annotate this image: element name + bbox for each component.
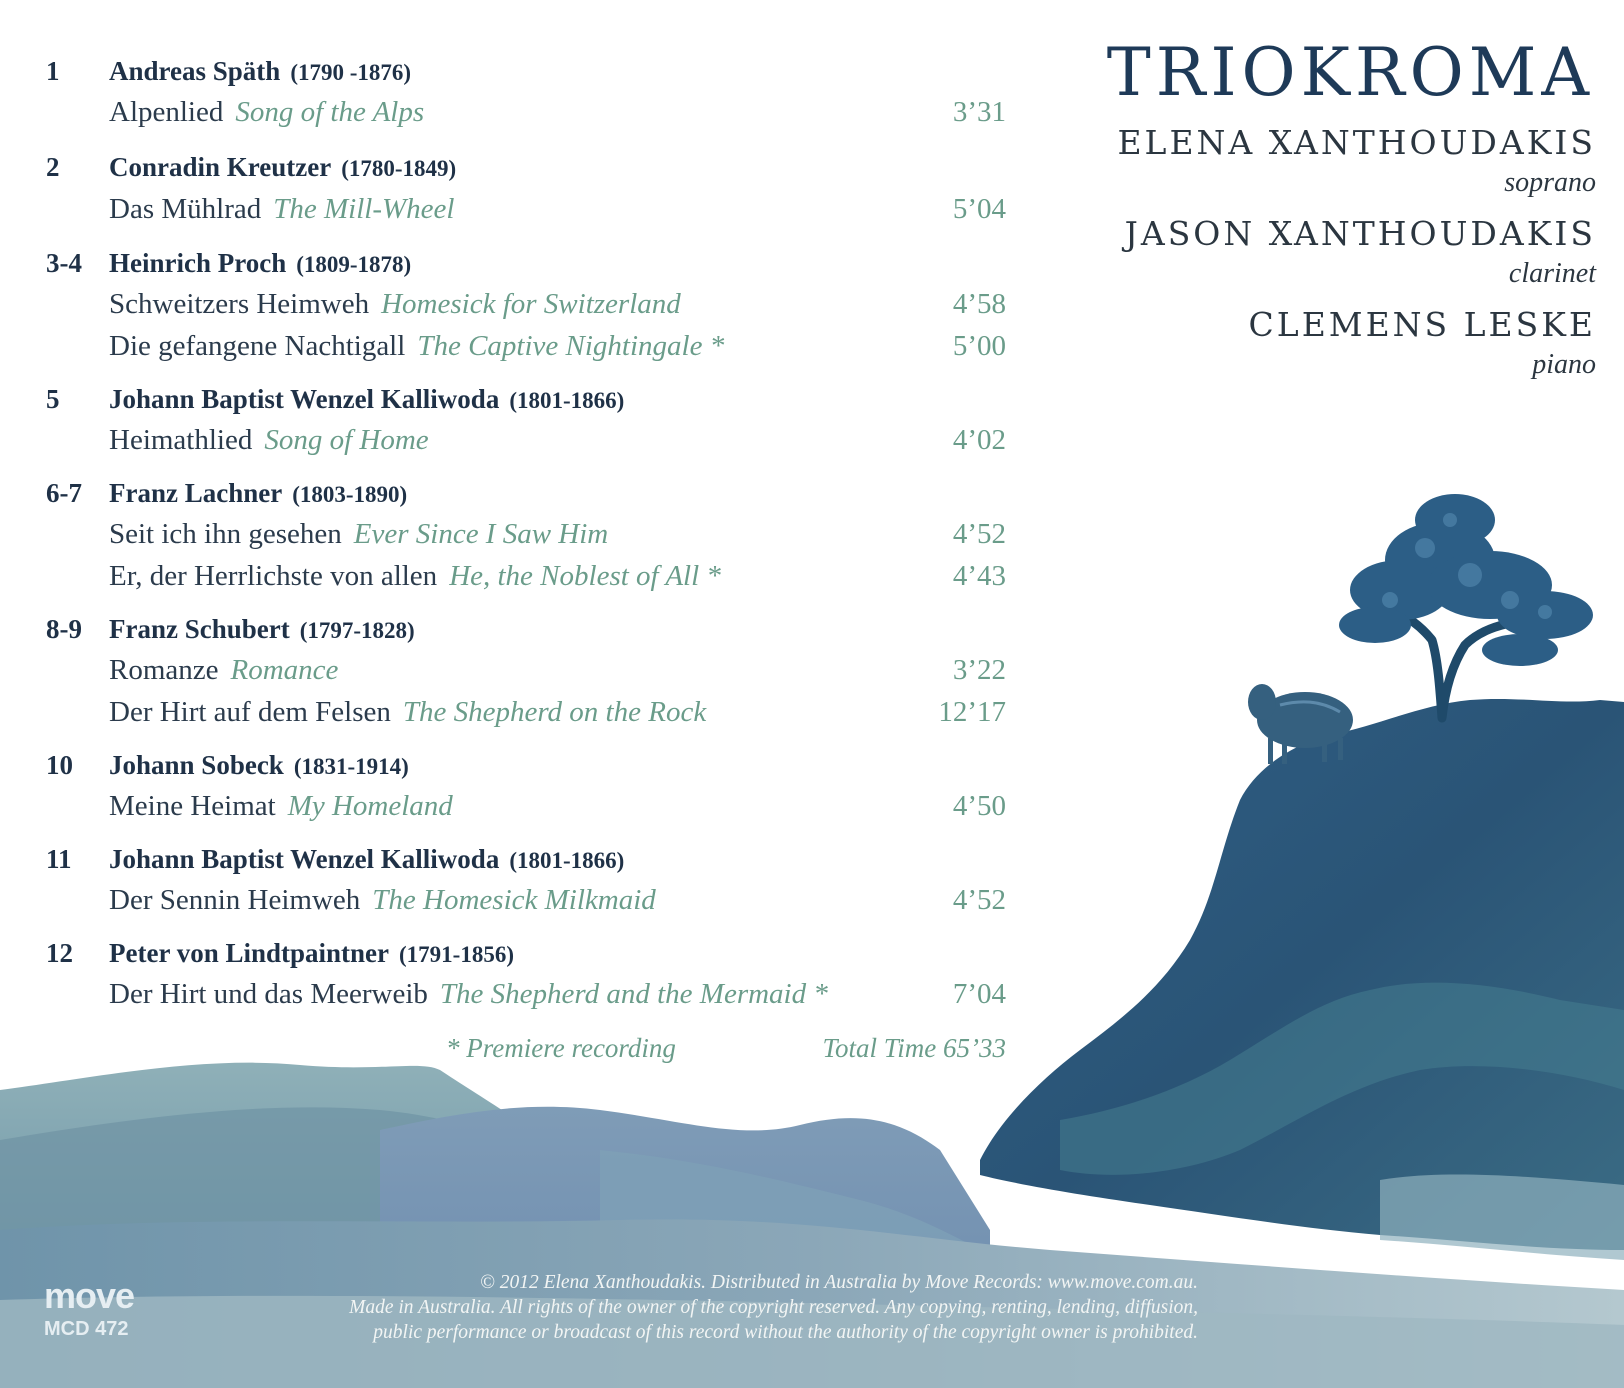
composer-name: Johann Sobeck (1831-1914): [109, 750, 409, 780]
work-english-title: The Captive Nightingale *: [417, 330, 725, 362]
composer-dates: (1803-1890): [292, 482, 408, 507]
work-english-title: Romance: [230, 654, 339, 686]
work-title: Der Hirt und das Meerweib The Shepherd and the Mermaid *: [109, 978, 828, 1010]
work-title: Das Mühlrad The Mill-Wheel: [109, 193, 455, 225]
work-title: Heimathlied Song of Home: [109, 424, 429, 456]
work-english-title: Homesick for Switzerland: [381, 288, 681, 320]
composer-dates: (1831-1914): [293, 754, 409, 779]
catalog-number: MCD 472: [44, 1318, 129, 1340]
copyright-line: public performance or broadcast of this record without the authority of the copyright owner is prohibited.: [373, 1322, 1198, 1343]
track-number: 2: [46, 152, 60, 182]
work-title: Romanze Romance: [109, 654, 339, 686]
work-english-title: Song of Home: [264, 424, 429, 456]
work-title: Der Hirt auf dem Felsen The Shepherd on the Rock: [109, 696, 707, 728]
work-title: Seit ich ihn gesehen Ever Since I Saw Him: [109, 518, 609, 550]
move-logo: move: [44, 1275, 135, 1316]
composer-dates: (1801-1866): [509, 388, 625, 413]
track-number: 11: [46, 844, 72, 874]
composer-dates: (1780-1849): [341, 156, 457, 181]
duration: 5’00: [952, 330, 1006, 362]
work-english-title: He, the Noblest of All *: [449, 560, 721, 592]
label-logo: [44, 1275, 135, 1341]
composer-name: Franz Lachner (1803-1890): [109, 478, 408, 508]
composer-name: Heinrich Proch (1809-1878): [109, 248, 412, 278]
composer-name: Johann Baptist Wenzel Kalliwoda (1801-1866): [109, 384, 625, 414]
work-title: Die gefangene Nachtigall The Captive Nightingale *: [109, 330, 725, 362]
duration: 4’43: [952, 560, 1006, 592]
performer-name: CLEMENS LESKE: [1248, 305, 1596, 344]
track-number: 5: [46, 384, 60, 414]
work-english-title: My Homeland: [287, 790, 453, 822]
composer-dates: (1809-1878): [296, 252, 412, 277]
duration: 4’50: [952, 790, 1006, 822]
duration: 4’58: [952, 288, 1006, 320]
work-title: Alpenlied Song of the Alps: [109, 96, 425, 128]
tracklist: [46, 0, 1006, 1090]
duration: 5’04: [952, 193, 1006, 225]
track-number: 12: [46, 938, 73, 968]
performer-instrument: piano: [1532, 349, 1596, 380]
composer-name: Andreas Späth (1790 -1876): [109, 56, 412, 86]
composer-name: Franz Schubert (1797-1828): [109, 614, 415, 644]
work-title: Meine Heimat My Homeland: [109, 790, 453, 822]
track-number: 1: [46, 56, 60, 86]
track-number: 10: [46, 750, 73, 780]
trio-logo: TRIOKROMA: [1106, 34, 1594, 111]
composer-name: Conradin Kreutzer (1780-1849): [109, 152, 457, 182]
composer-name: Peter von Lindtpaintner (1791-1856): [109, 938, 514, 968]
duration: 12’17: [938, 696, 1006, 728]
work-title: Schweitzers Heimweh Homesick for Switzerland: [109, 288, 681, 320]
work-title: Der Sennin Heimweh The Homesick Milkmaid: [109, 884, 656, 916]
duration: 3’31: [952, 96, 1006, 128]
copyright-line: © 2012 Elena Xanthoudakis. Distributed in Australia by Move Records: www.move.com.au.: [480, 1272, 1198, 1293]
composer-name: Johann Baptist Wenzel Kalliwoda (1801-1866): [109, 844, 625, 874]
copyright-notice: [198, 1270, 1198, 1345]
composer-dates: (1801-1866): [509, 848, 625, 873]
work-english-title: The Mill-Wheel: [273, 193, 455, 225]
track-number: 3-4: [46, 248, 82, 278]
performer-instrument: soprano: [1504, 167, 1596, 198]
duration: 4’52: [952, 884, 1006, 916]
work-english-title: The Homesick Milkmaid: [372, 884, 656, 916]
premiere-note: * Premiere recording: [446, 1033, 676, 1063]
performer-name: ELENA XANTHOUDAKIS: [1117, 123, 1596, 162]
work-english-title: Ever Since I Saw Him: [353, 518, 609, 550]
performer-instrument: clarinet: [1508, 258, 1596, 289]
copyright-line: Made in Australia. All rights of the owner of the copyright reserved. Any copying, renting, lending, diffusion,: [349, 1297, 1198, 1318]
duration: 3’22: [952, 654, 1006, 686]
work-english-title: Song of the Alps: [235, 96, 425, 128]
composer-dates: (1791-1856): [399, 942, 514, 967]
work-title: Er, der Herrlichste von allen He, the Noblest of All *: [109, 560, 721, 592]
track-number: 6-7: [46, 478, 82, 508]
duration: 7’04: [952, 978, 1006, 1010]
composer-dates: (1797-1828): [299, 618, 415, 643]
duration: 4’02: [952, 424, 1006, 456]
work-english-title: The Shepherd on the Rock: [402, 696, 707, 728]
track-number: 8-9: [46, 614, 82, 644]
composer-dates: (1790 -1876): [290, 60, 412, 85]
performer-name: JASON XANTHOUDAKIS: [1124, 214, 1596, 253]
duration: 4’52: [952, 518, 1006, 550]
work-english-title: The Shepherd and the Mermaid *: [439, 978, 828, 1010]
trio-credits: [976, 34, 1596, 380]
total-time: Total Time 65’33: [822, 1033, 1006, 1063]
